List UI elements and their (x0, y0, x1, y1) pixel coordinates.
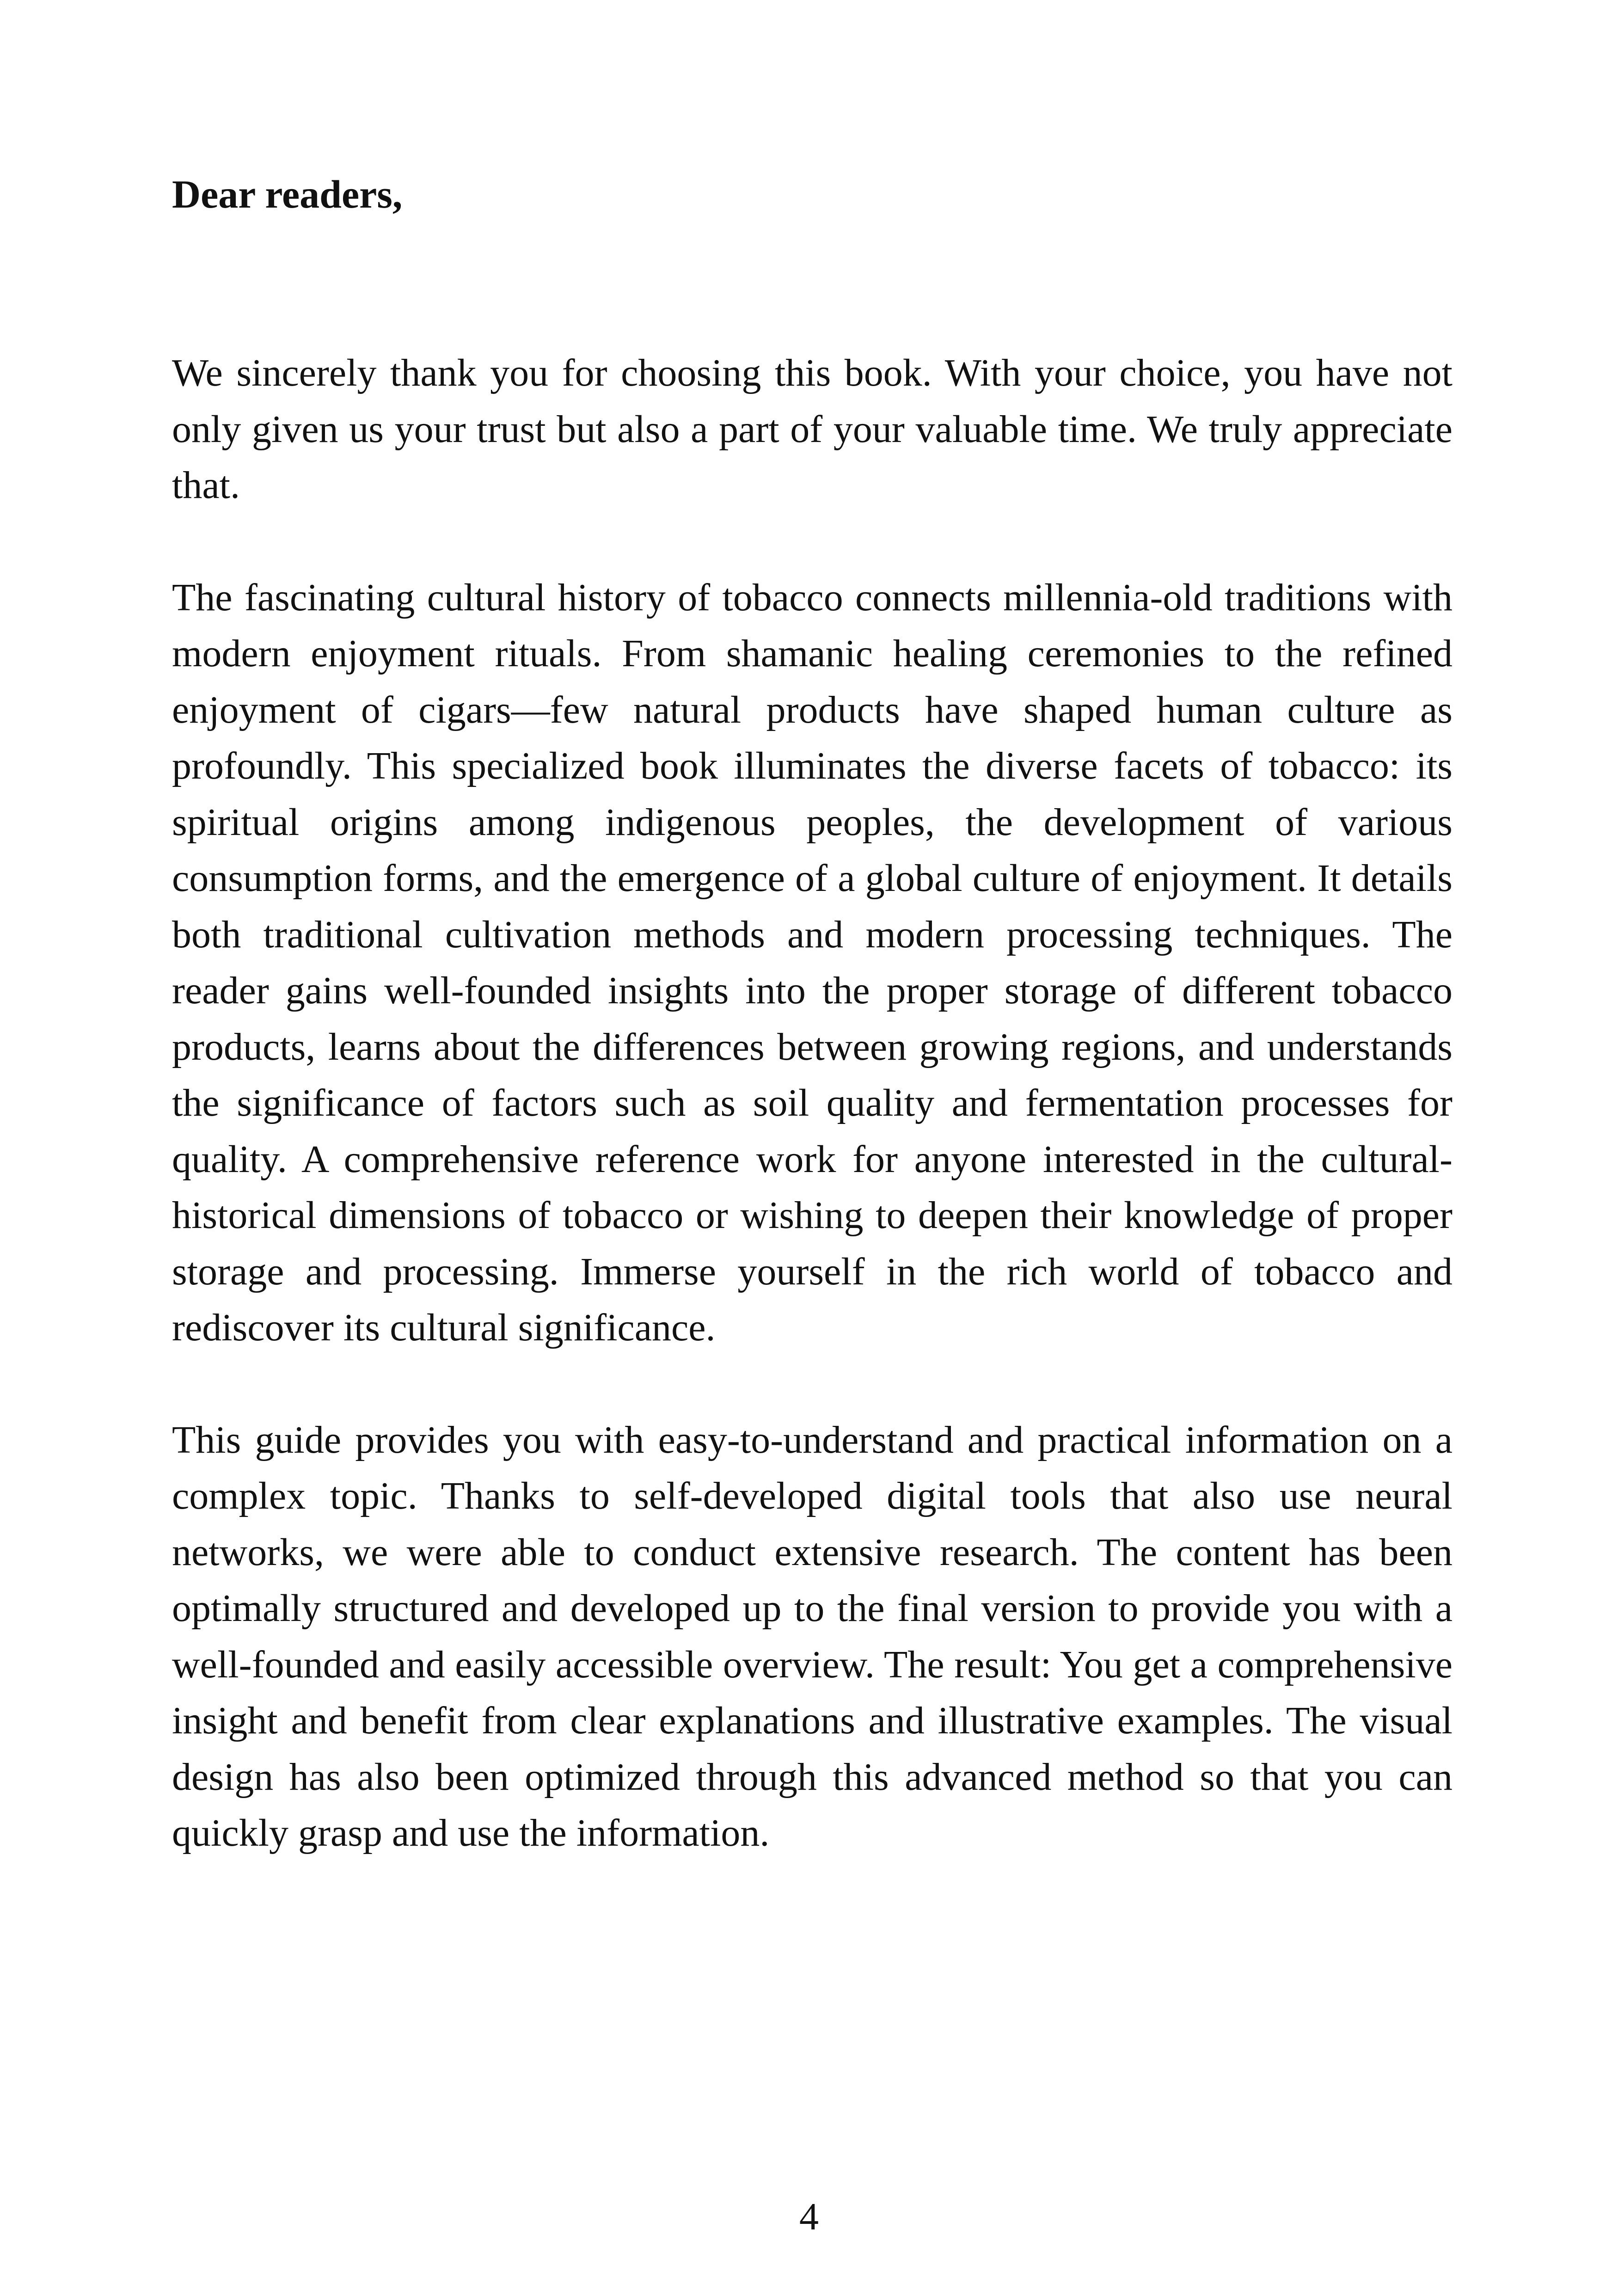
page-content (172, 171, 1453, 1861)
salutation-heading: Dear readers, (172, 172, 403, 216)
paragraph-guide-info: This guide provides you with easy-to-understand and practical information on a complex topic. Thanks to self-developed digital tools that also use neural networks, we were able to conduct extensive research. The content has been optimally structured and developed up to the final version to provide you with a well-founded and easily accessible overview. The result: You get a comprehensive insight and benefit from clear explanations and illustrative examples. The visual design has also been optimized through this advanced method so that you can quickly grasp and use the information. (172, 1418, 1453, 1854)
paragraph-thanks: We sincerely thank you for choosing this book. With your choice, you have not only given us your trust but also a part of your valuable time. We truly appreciate that. (172, 351, 1453, 507)
page-number: 4 (799, 2195, 819, 2238)
paragraph-book-description: The fascinating cultural history of tobacco connects millennia-old traditions with modern enjoyment rituals. From shamanic healing ceremonies to the refined enjoyment of cigars—few natural products have shaped human culture as profoundly. This specialized book illuminates the diverse facets of tobacco: its spiritual origins among indigenous peoples, the development of various consumption forms, and the emergence of a global culture of enjoyment. It details both traditional cultivation methods and modern processing techniques. The reader gains well-founded insights into the proper storage of different tobacco products, learns about the differences between growing regions, and understands the significance of factors such as soil quality and fermentation processes for quality. A comprehensive reference work for anyone interested in the cultural-historical dimensions of tobacco or wishing to deepen their knowledge of proper storage and processing. Immerse yourself in the rich world of tobacco and rediscover its cultural significance. (172, 576, 1453, 1349)
